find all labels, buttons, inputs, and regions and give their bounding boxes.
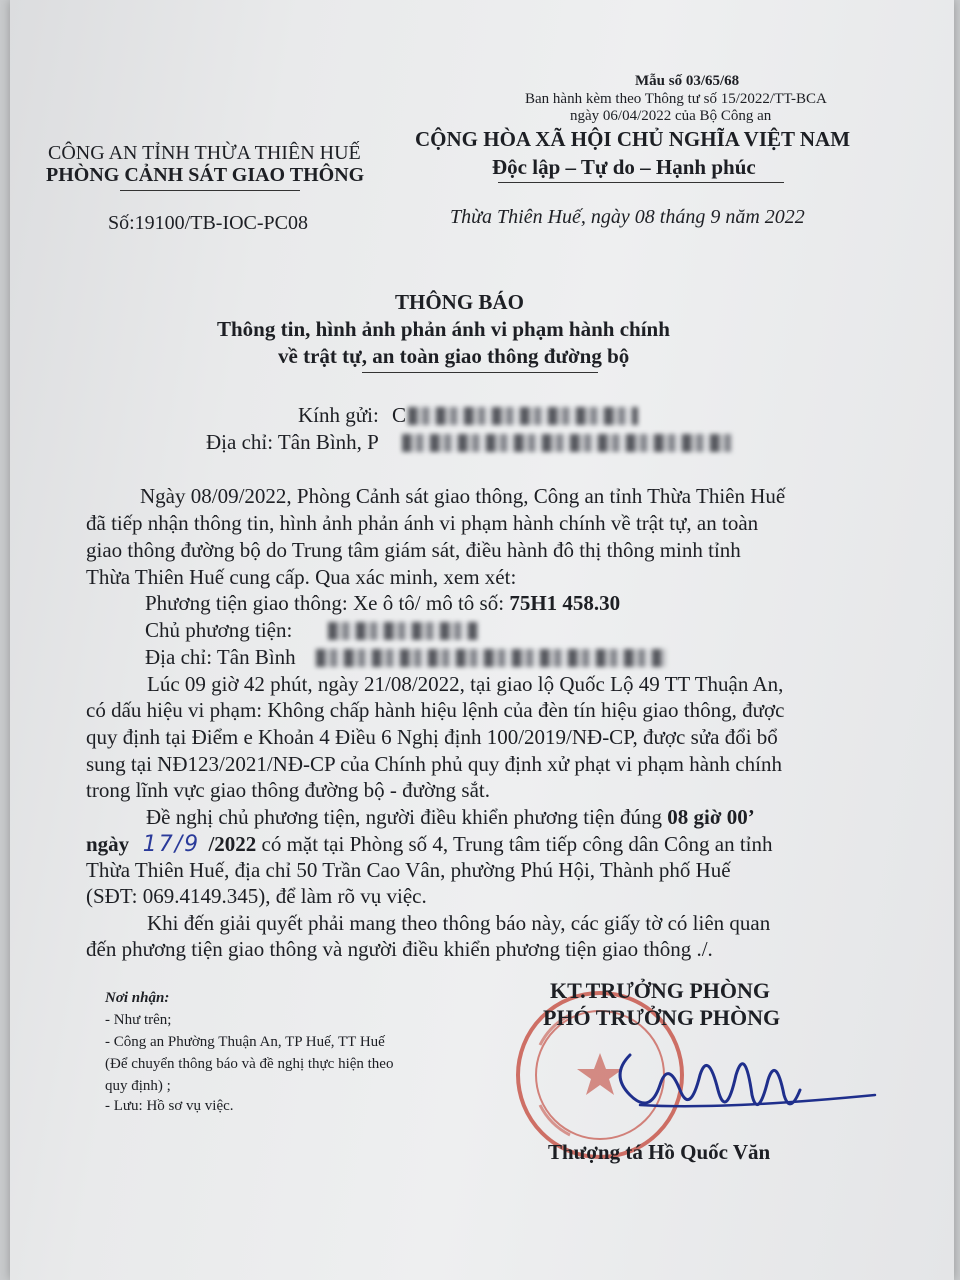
document-number: Số:19100/TB-IOC-PC08 — [108, 212, 309, 234]
redacted-owner — [328, 622, 478, 640]
para3-line4: (SĐT: 069.4149.345), để làm rõ vụ việc. — [86, 884, 427, 908]
para3-line2-rest: có mặt tại Phòng số 4, Trung tâm tiếp công dân Công an tỉnh — [256, 832, 773, 856]
appointment-year: /2022 — [208, 832, 257, 856]
handwritten-date: 17/9 — [142, 832, 201, 857]
signature-role-2: PHÓ TRƯỞNG PHÒNG — [543, 1005, 781, 1030]
para2-line1: Lúc 09 giờ 42 phút, ngày 21/08/2022, tại giao lộ Quốc Lộ 49 TT Thuận An, — [147, 672, 784, 696]
place-date: Thừa Thiên Huế, ngày 08 tháng 9 năm 2022 — [450, 206, 805, 228]
greeting-value-start: C — [392, 403, 407, 427]
para2-line4: sung tại NĐ123/2021/NĐ-CP của Chính phủ quy định xử phạt vi phạm hành chính — [86, 752, 782, 776]
para1-line2: đã tiếp nhận thông tin, hình ảnh phản ánh vi phạm hành chính về trật tự, an toàn — [86, 511, 759, 535]
motto-underline — [498, 182, 784, 183]
title-underline — [362, 372, 598, 373]
handwritten-signature-icon — [600, 1035, 890, 1130]
greeting-label: Kính gửi: — [298, 403, 379, 427]
para3-line1 — [146, 805, 755, 830]
signature-role-1: KT.TRƯỞNG PHÒNG — [550, 978, 770, 1003]
vehicle-line — [145, 591, 620, 616]
para1-line4: Thừa Thiên Huế cung cấp. Qua xác minh, xem xét: — [86, 565, 517, 589]
para3-line2 — [86, 832, 773, 857]
document-title: THÔNG BÁO — [395, 290, 524, 314]
agency-parent: CÔNG AN TỈNH THỪA THIÊN HUẾ — [48, 142, 361, 164]
recipients-line5: - Lưu: Hồ sơ vụ việc. — [105, 1098, 234, 1114]
form-number: Mẫu số 03/65/68 — [635, 73, 740, 89]
redacted-owner-address — [316, 649, 666, 667]
para4-line1: Khi đến giải quyết phải mang theo thông báo này, các giấy tờ có liên quan — [147, 911, 771, 935]
appointment-time: 08 giờ 00’ — [667, 805, 755, 829]
nation-motto: Độc lập – Tự do – Hạnh phúc — [492, 155, 756, 179]
form-issued-line1: Ban hành kèm theo Thông tư số 15/2022/TT-BCA — [525, 91, 827, 107]
nation-name: CỘNG HÒA XÃ HỘI CHỦ NGHĨA VIỆT NAM — [415, 127, 851, 151]
agency-office: PHÒNG CẢNH SÁT GIAO THÔNG — [46, 164, 365, 186]
document-subtitle-1: Thông tin, hình ảnh phản ánh vi phạm hành chính — [217, 317, 670, 341]
para1-line3: giao thông đường bộ do Trung tâm giám sát, điều hành đô thị thông minh tỉnh — [86, 538, 741, 562]
para2-line5: trong lĩnh vực giao thông đường bộ - đường sắt. — [86, 778, 490, 802]
vehicle-label: Phương tiện giao thông: Xe ô tô/ mô tô số: — [145, 591, 510, 615]
recipients-line4: quy định) ; — [105, 1078, 171, 1094]
signer-name: Thượng tá Hồ Quốc Văn — [548, 1140, 771, 1164]
form-issued-line2: ngày 06/04/2022 của Bộ Công an — [570, 108, 772, 124]
vehicle-plate: 75H1 458.30 — [509, 591, 621, 615]
document-page — [10, 0, 954, 1280]
recipients-line1: - Như trên; — [105, 1012, 172, 1028]
day-label: ngày — [86, 832, 130, 856]
recipients-title: Nơi nhận: — [105, 990, 170, 1006]
owner-label: Chủ phương tiện: — [145, 618, 293, 642]
para3-line1-text: Đề nghị chủ phương tiện, người điều khiển phương tiện đúng — [146, 805, 668, 829]
agency-underline — [120, 190, 300, 191]
para3-line3: Thừa Thiên Huế, địa chỉ 50 Trần Cao Vân, phường Phú Hội, Thành phố Huế — [86, 858, 731, 882]
para2-line2: có dấu hiệu vi phạm: Không chấp hành hiệu lệnh của đèn tín hiệu giao thông, được — [86, 698, 785, 722]
para4-line2: đến phương tiện giao thông và người điều khiển phương tiện giao thông ./. — [86, 937, 713, 961]
redacted-address — [402, 434, 732, 452]
redacted-name — [408, 407, 638, 425]
document-subtitle-2: về trật tự, an toàn giao thông đường bộ — [278, 344, 630, 368]
para2-line3: quy định tại Điểm e Khoản 4 Điều 6 Nghị định 100/2019/NĐ-CP, được sửa đổi bổ — [86, 725, 778, 749]
recipients-line3: (Để chuyển thông báo và đề nghị thực hiện theo — [105, 1056, 394, 1072]
para1-line1: Ngày 08/09/2022, Phòng Cảnh sát giao thông, Công an tỉnh Thừa Thiên Huế — [140, 484, 786, 508]
address-label: Địa chỉ: Tân Bình, P — [206, 430, 379, 454]
recipients-line2: - Công an Phường Thuận An, TP Huế, TT Huế — [105, 1034, 385, 1050]
owner-address-label: Địa chỉ: Tân Bình — [145, 645, 296, 669]
